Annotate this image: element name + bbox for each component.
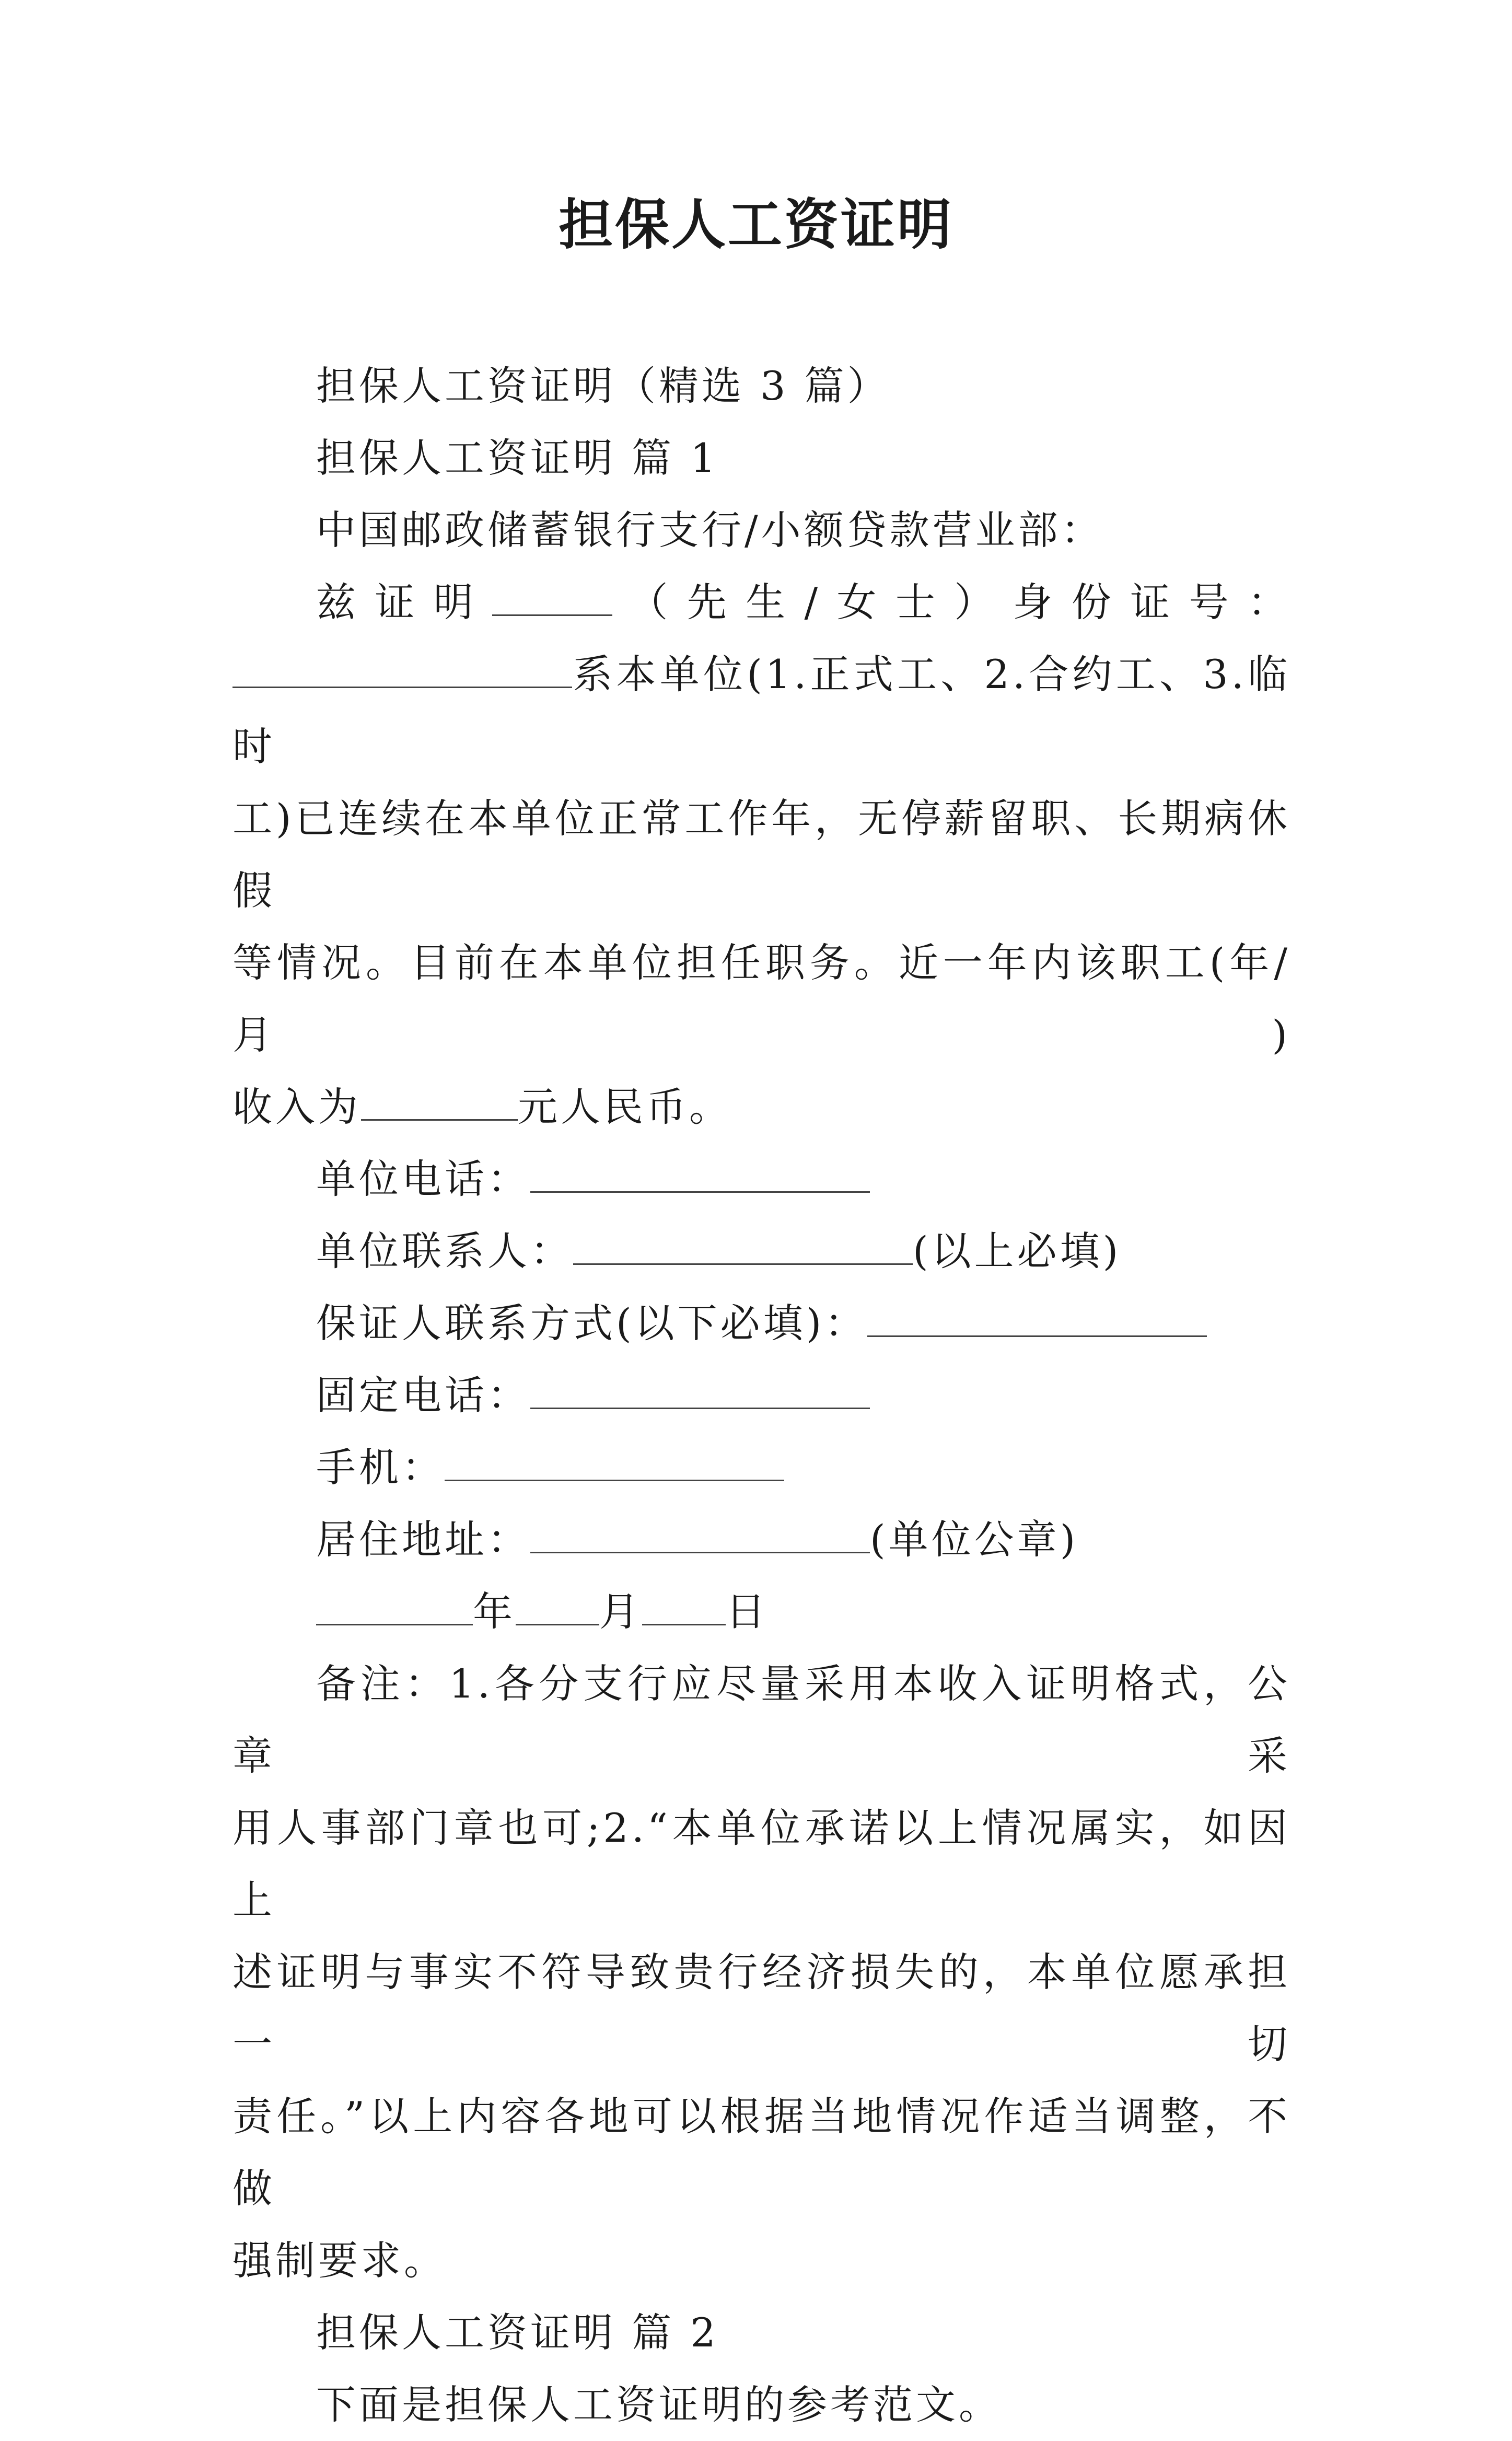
mobile-blank [445,1442,784,1481]
id-number-blank [232,649,572,688]
fixed-phone-blank [530,1370,870,1409]
mobile-label: 手机： [316,1444,445,1491]
unit-contact-label: 单位联系人： [316,1228,573,1274]
unit-contact-note: (以上必填) [913,1228,1122,1274]
year-blank [316,1586,473,1625]
cert-line-2 [232,638,1290,783]
address-line [232,1504,1290,1576]
fixed-phone-label: 固定电话： [316,1372,530,1419]
date-line [232,1576,1290,1648]
cert-line-5-suffix: 元人民币。 [518,1084,732,1130]
section2-intro: 下面是担保人工资证明的参考范文。 [316,2381,1002,2428]
date-year: 年 [473,1588,516,1635]
income-blank [361,1082,518,1121]
cert-line-2-suffix: 系本单位(1.正式工、2.合约工、3.临时 [232,651,1290,770]
cert-line-1 [232,566,1290,638]
cert-line-5-prefix: 收入为 [232,1084,361,1130]
unit-phone-label: 单位电话： [316,1156,530,1202]
guarantor-contact-label: 保证人联系方式(以下必填)： [316,1300,868,1346]
address-note: (单位公章) [870,1516,1079,1563]
unit-contact-line [232,1215,1290,1287]
cert-line-4: 等情况。目前在本单位担任职务。近一年内该职工(年/月) [232,939,1290,1058]
cert-line-1-suffix: （先生/女士）身份证号： [612,579,1290,625]
guarantor-contact-line [232,1287,1290,1359]
addressee-line: 中国邮政储蓄银行支行/小额贷款营业部： [316,507,1104,553]
unit-phone-blank [530,1154,870,1193]
fixed-phone-line [232,1359,1290,1432]
remark-line-3: 述证明与事实不符导致贵行经济损失的，本单位愿承担一切 [232,1949,1290,2067]
mobile-line [232,1432,1290,1504]
cert-line-1-prefix: 兹证明 [316,579,493,625]
document-body [232,350,1290,2441]
intro-line: 担保人工资证明（精选 3 篇） [316,363,890,409]
date-day: 日 [726,1588,769,1635]
date-month: 月 [599,1588,642,1635]
remark-line-4: 责任。”以上内容各地可以根据当地情况作适当调整，不做 [232,2093,1290,2212]
address-label: 居住地址： [316,1516,530,1563]
remark-line-2: 用人事部门章也可;2.“本单位承诺以上情况属实，如因上 [232,1805,1290,1923]
day-blank [642,1586,726,1625]
guarantor-contact-blank [867,1298,1207,1337]
name-blank [492,577,612,616]
page-title: 担保人工资证明 [558,192,953,257]
remark-line-5: 强制要求。 [232,2237,447,2284]
unit-contact-blank [573,1226,913,1265]
section2-heading: 担保人工资证明 篇 2 [316,2309,719,2356]
cert-line-5 [232,1071,1290,1143]
section1-heading: 担保人工资证明 篇 1 [316,435,719,481]
unit-phone-line [232,1143,1290,1215]
cert-line-3: 工)已连续在本单位正常工作年，无停薪留职、长期病休假 [232,795,1290,914]
remark-line-1: 备注：1.各分支行应尽量采用本收入证明格式，公章采 [232,1660,1290,1779]
month-blank [516,1586,599,1625]
address-blank [530,1514,870,1553]
